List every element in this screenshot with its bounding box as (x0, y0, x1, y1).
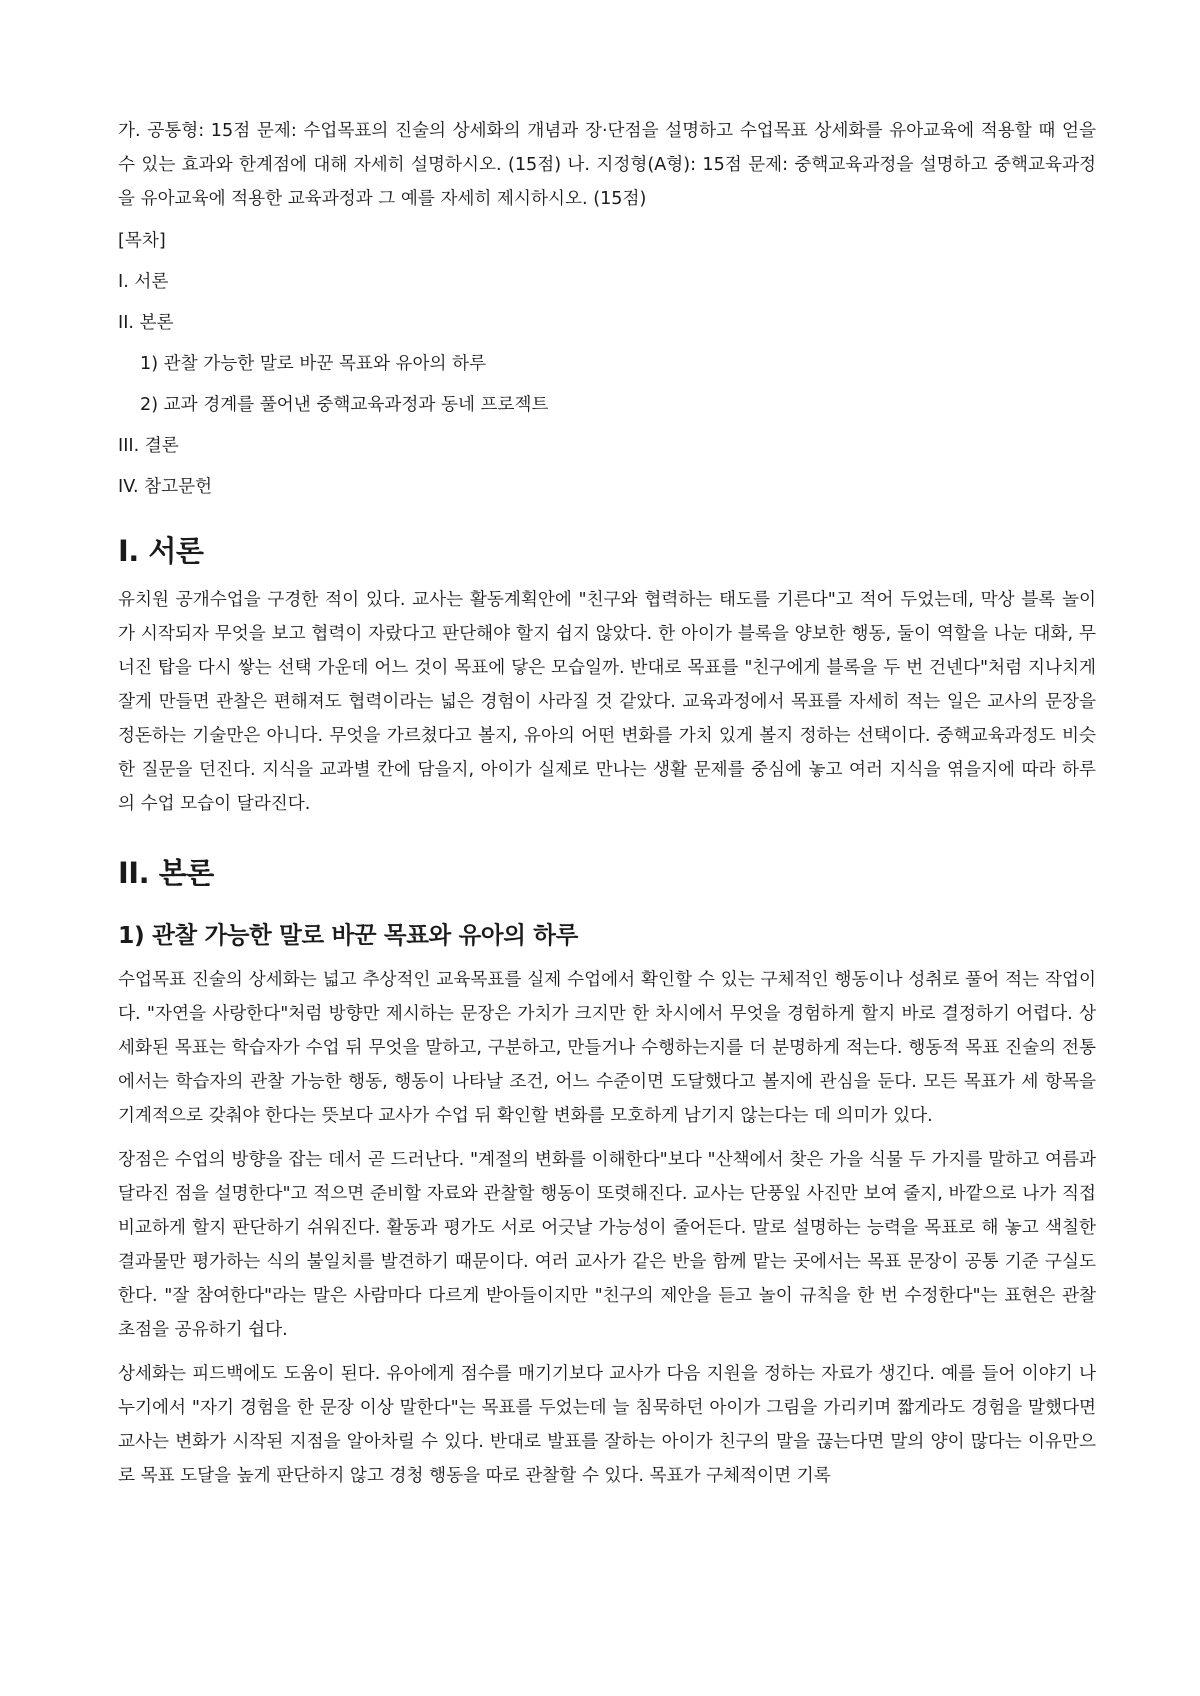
intro-paragraph: 유치원 공개수업을 구경한 적이 있다. 교사는 활동계획안에 "친구와 협력하는 태도를 기른다"고 적어 두었는데, 막상 블록 놀이가 시작되자 무엇을 보고 협력이 자랐다고 판단해야 할지 쉽지 않았다. 한 아이가 블록을 양보한 행동, 둘이 역할을 나눈 대화, 무너진 탑을 다시 쌓는 선택 가운데 어느 것이 목표에 닿은 모습일까. 반대로 목표를 "친구에게 블록을 두 번 건넨다"처럼 지나치게 잘게 만들면 관찰은 편해져도 협력이라는 넓은 경험이 사라질 것 같았다. 교육과정에서 목표를 자세히 적는 일은 교사의 문장을 정돈하는 기술만은 아니다. 무엇을 가르쳤다고 볼지, 유아의 어떤 변화를 가치 있게 볼지 정하는 선택이다. 중핵교육과정도 비슷한 질문을 던진다. 지식을 교과별 칸에 담을지, 아이가 실제로 만나는 생활 문제를 중심에 놓고 여러 지식을 엮을지에 따라 하루의 수업 모습이 달라진다. (118, 590, 1096, 814)
toc-item-body-sub2: 2) 교과 경계를 풀어낸 중핵교육과정과 동네 프로젝트 (140, 395, 549, 415)
toc-item-references: IV. 참고문헌 (118, 477, 213, 497)
body-paragraph: 상세화는 피드백에도 도움이 된다. 유아에게 점수를 매기기보다 교사가 다음 지원을 정하는 자료가 생긴다. 예를 들어 이야기 나누기에서 "자기 경험을 한 문장 이상 말한다"는 목표를 두었는데 늘 침묵하던 아이가 그림을 가리키며 짧게라도 경험을 말했다면 교사는 변화가 시작된 지점을 알아차릴 수 있다. 반대로 발표를 잘하는 아이가 친구의 말을 끊는다면 말의 양이 많다는 이유만으로 목표 도달을 높게 판단하지 않고 경청 행동을 따로 관찰할 수 있다. 목표가 구체적이면 기록 (118, 1364, 1096, 1486)
section-heading-intro: I. 서론 (118, 534, 204, 568)
body-paragraph: 수업목표 진술의 상세화는 넓고 추상적인 교육목표를 실제 수업에서 확인할 수 있는 구체적인 행동이나 성취로 풀어 적는 작업이다. "자연을 사랑한다"처럼 방향만 제시하는 문장은 가치가 크지만 한 차시에서 무엇을 경험하게 할지 바로 결정하기 어렵다. 상세화된 목표는 학습자가 수업 뒤 무엇을 말하고, 구분하고, 만들거나 수행하는지를 더 분명하게 적는다. 행동적 목표 진술의 전통에서는 학습자의 관찰 가능한 행동, 행동이 나타날 조건, 어느 수준이면 도달했다고 볼지에 관심을 둔다. 모든 목표가 세 항목을 기계적으로 갖춰야 한다는 뜻보다 교사가 수업 뒤 확인할 변화를 모호하게 남기지 않는다는 데 의미가 있다. (118, 970, 1096, 1126)
assignment-question: 가. 공통형: 15점 문제: 수업목표의 진술의 상세화의 개념과 장·단점을 설명하고 수업목표 상세화를 유아교육에 적용할 때 얻을 수 있는 효과와 한계점에 대해 자세히 설명하시오. (15점) 나. 지정형(A형): 15점 문제: 중핵교육과정을 설명하고 중핵교육과정을 유아교육에 적용한 교육과정과 그 예를 자세히 제시하시오. (15점) (118, 121, 1096, 209)
toc-item-body-sub1: 1) 관찰 가능한 말로 바꾼 목표와 유아의 하루 (140, 354, 487, 374)
table-of-contents (118, 224, 1096, 504)
toc-title: [목차] (118, 231, 166, 251)
section-heading-body: II. 본론 (118, 856, 214, 890)
toc-item-body: II. 본론 (118, 313, 174, 333)
toc-item-intro: I. 서론 (118, 272, 169, 292)
subsection-heading-1: 1) 관찰 가능한 말로 바꾼 목표와 유아의 하루 (118, 921, 578, 949)
toc-item-conclusion: III. 결론 (118, 436, 179, 456)
body-paragraph: 장점은 수업의 방향을 잡는 데서 곧 드러난다. "계절의 변화를 이해한다"보다 "산책에서 찾은 가을 식물 두 가지를 말하고 여름과 달라진 점을 설명한다"고 적으면 준비할 자료와 관찰할 행동이 또렷해진다. 교사는 단풍잎 사진만 보여 줄지, 바깥으로 나가 직접 비교하게 할지 판단하기 쉬워진다. 활동과 평가도 서로 어긋날 가능성이 줄어든다. 말로 설명하는 능력을 목표로 해 놓고 색칠한 결과물만 평가하는 식의 불일치를 발견하기 때문이다. 여러 교사가 같은 반을 함께 맡는 곳에서는 목표 문장이 공통 기준 구실도 한다. "잘 참여한다"라는 말은 사람마다 다르게 받아들이지만 "친구의 제안을 듣고 놀이 규칙을 한 번 수정한다"는 표현은 관찰 초점을 공유하기 쉽다. (118, 1150, 1096, 1340)
